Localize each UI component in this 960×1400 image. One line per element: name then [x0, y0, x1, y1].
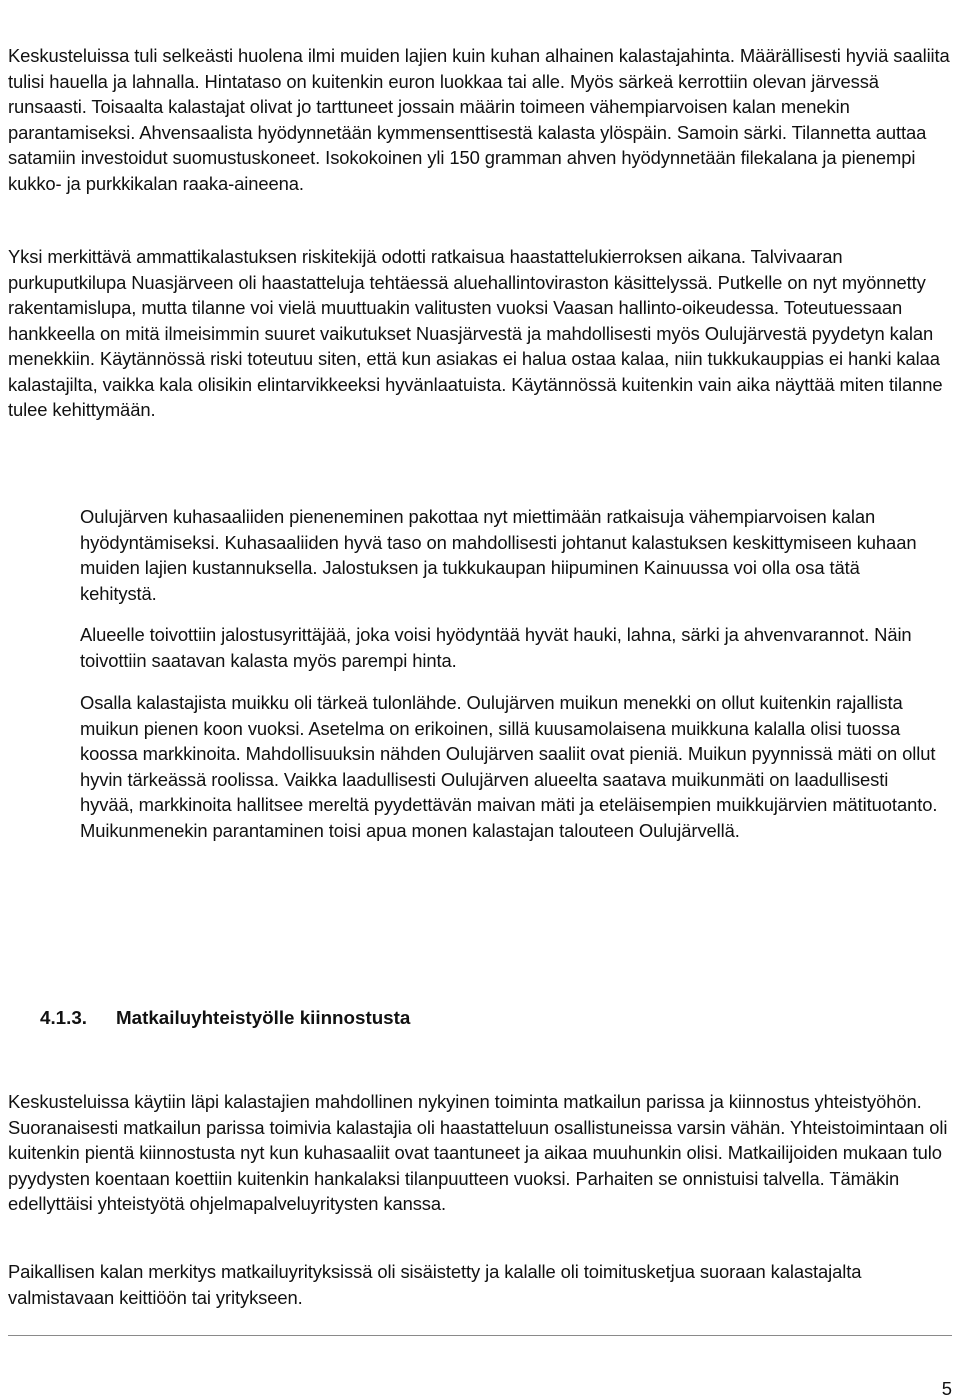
section-heading — [40, 1006, 410, 1030]
paragraph: Paikallisen kalan merkitys matkailuyrityksissä oli sisäistetty ja kalalle oli toimitusketjua suoraan kalastajalta valmistavaan keittiöön tai yritykseen. — [8, 1261, 862, 1308]
paragraph: Yksi merkittävä ammattikalastuksen riskitekijä odotti ratkaisua haastattelukierroksen aikana. Talvivaaran purkuputkilupa Nuasjärveen oli haastatteluja tehtäessä aluehallintoviraston käsittelyssä. Putkelle on nyt myönnetty rakentamislupa, mutta tilanne voi vielä muuttuakin valitusten vuoksi Vaasan hallinto-oikeudessa. Toteutuessaan hankkeella on mitä ilmeisimmin suuret vaikutukset Nuasjärvestä ja mahdollisesti myös Oulujärvestä pyydetyn kalan menekkiin. Käytännössä riski toteutuu siten, että kun asiakas ei halua ostaa kalaa, niin tukkukauppias ei hanki kalaa kalastajilta, vaikka kala olisikin elintarvikkeeksi hyvänlaatuista. Käytännössä kuitenkin vain aika näyttää miten tilanne tulee kehittymään. — [8, 246, 943, 420]
paragraph: Keskusteluissa tuli selkeästi huolena ilmi muiden lajien kuin kuhan alhainen kalastajahinta. Määrällisesti hyviä saaliita tulisi hauella ja lahnalla. Hintataso on kuitenkin euron luokkaa tai alle. Myös särkeä kerrottiin olevan järvessä runsaasti. Toisaalta kalastajat olivat jo tarttuneet jossain määrin toimeen vähempiarvoisen kalan menekin parantamiseksi. Ahvensaalista hyödynnetään kymmensenttisestä kalasta ylöspäin. Samoin särki. Tilannetta auttaa satamiin investoidut suomustuskoneet. Isokokoinen yli 150 gramman ahven hyödynnetään filekalana ja pienempi kukko- ja purkkikalan raaka-aineena. — [8, 45, 950, 194]
footer-divider — [8, 1335, 952, 1336]
section-number: 4.1.3. — [40, 1007, 87, 1028]
paragraph: Keskusteluissa käytiin läpi kalastajien mahdollinen nykyinen toiminta matkailun parissa ja kiinnostus yhteistyöhön. Suoranaisesti matkailun parissa toimivia kalastajia oli haastatteluun osallistuneissa varsin vähän. Yhteistoimintaan oli kuitenkin pientä kiinnostusta nyt kun kuhasaaliit ovat taantuneet ja aikaa muuhunkin olisi. Matkailijoiden mukaan tulo pyydysten koentaan koettiin kuitenkin hankalaksi tilanpuutteen vuoksi. Parhaiten se onnistuisi talvella. Tämäkin edellyttäisi yhteistyötä ohjelmapalveluyritysten kanssa. — [8, 1091, 948, 1214]
indented-paragraph: Alueelle toivottiin jalostusyrittäjää, joka voisi hyödyntää hyvät hauki, lahna, särki ja ahvenvarannot. Näin toivottiin saatavan kalasta myös parempi hinta. — [80, 624, 912, 671]
indented-paragraph: Osalla kalastajista muikku oli tärkeä tulonlähde. Oulujärven muikun menekki on ollut kuitenkin rajallista muikun pienen koon vuoksi. Asetelma on erikoinen, sillä kuusamolaisena muikkuna kalalla olisi tuossa koossa markkinoita. Mahdollisuuksin nähden Oulujärven saaliit ovat pieniä. Muikun pyynnissä mäti on ollut hyvin tärkeässä roolissa. Vaikka laadullisesti Oulujärven alueelta saatava muikunmäti on laadullisesti hyvää, markkinoita hallitsee mereltä pyydettävän maivan mäti ja eteläisempien muikkujärvien mätituotanto. Muikunmenekin parantaminen toisi apua monen kalastajan talouteen Oulujärvellä. — [80, 692, 938, 841]
page-number: 5 — [941, 1378, 952, 1399]
section-title: Matkailuyhteistyölle kiinnostusta — [116, 1007, 411, 1028]
indented-paragraph: Oulujärven kuhasaaliiden pieneneminen pakottaa nyt miettimään ratkaisuja vähempiarvoisen kalan hyödyntämiseksi. Kuhasaaliiden hyvä taso on mahdollisesti johtanut kalastuksen keskittymiseen kuhaan muiden lajien kustannuksella. Jalostuksen ja tukkukaupan hiipuminen Kainuussa voi olla osa tätä kehitystä. — [80, 506, 917, 604]
